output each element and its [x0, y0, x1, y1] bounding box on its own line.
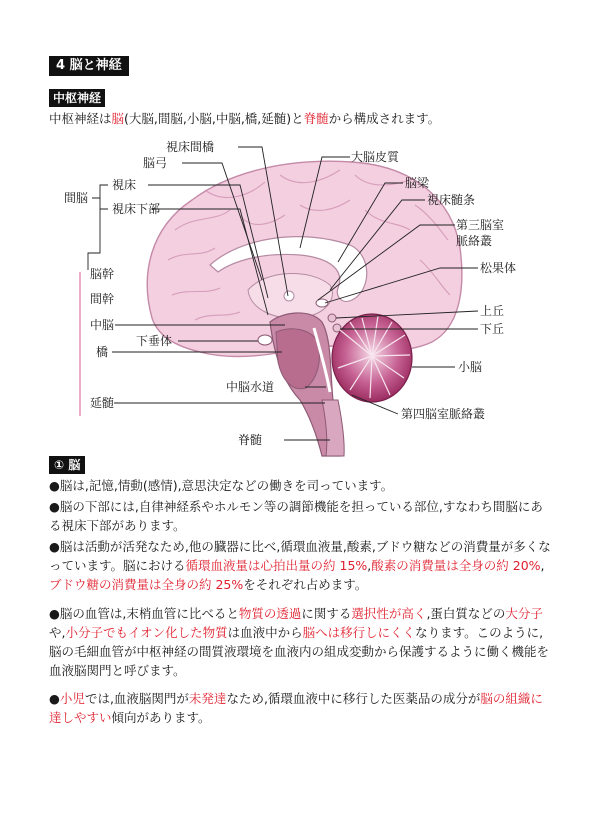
- bullet-3-blood-flow: 循環血液量は心拍出量の約 15%: [185, 558, 368, 573]
- bullet-2: [49, 497, 553, 535]
- bullet-4-hard-to-transfer: 脳へは移行しにくく: [302, 625, 416, 640]
- bullet-4-mid-5: なります。このように,脳の毛細血管が中枢神経の間質液環境を血液内の組成変動から保護するように働く機能を血液脳関門と呼びます。: [49, 625, 550, 678]
- intro-pre: 中枢神経は: [49, 111, 112, 126]
- intro-spinal-cord: 脊髄: [303, 111, 329, 126]
- intro-brain: 脳: [111, 111, 125, 126]
- label-medulla: 延髄: [90, 396, 115, 410]
- section-title: 4 脳と神経: [49, 56, 129, 76]
- bullet-4-permeation: 物質の透過: [238, 606, 302, 621]
- bullet-5-post: 傾向があります。: [111, 710, 211, 725]
- bullet-3-post: をそれぞれ占めます。: [243, 577, 368, 592]
- label-inferior-colliculus: 下丘: [480, 322, 505, 336]
- bullet-3: [49, 537, 553, 594]
- label-third-ventricle-2: 脈絡叢: [456, 234, 493, 248]
- bullet-4-ionized: 小分子でもイオン化した物質: [65, 625, 228, 640]
- label-superior-colliculus: 上丘: [480, 304, 505, 318]
- label-cerebral-cortex: 大脳皮質: [351, 150, 400, 164]
- bullet-4-pre: ●脳の血管は,末梢血管に比べると: [49, 606, 239, 621]
- label-cerebral-aqueduct: 中脳水道: [226, 380, 275, 394]
- bullet-4-macromolecule: 大分子: [505, 606, 543, 621]
- bullet-4-mid-4: は血液中から: [227, 625, 303, 640]
- label-hypothalamus: 視床下部: [112, 202, 161, 216]
- label-interbrain: 間幹: [90, 292, 115, 306]
- label-midbrain: 中脳: [90, 318, 115, 332]
- label-fornix: 脳弓: [143, 156, 168, 170]
- bullet-4-mid-2: ,蛋白質などの: [426, 606, 506, 621]
- bullet-5-mid-1: では,血液脳関門が: [84, 691, 189, 706]
- label-diencephalon: 間脳: [64, 191, 89, 205]
- bullet-4-mid-3: や,: [49, 625, 66, 640]
- pons-shape: [276, 329, 320, 389]
- interthalamic-adhesion: [284, 291, 294, 301]
- superior-colliculus-shape: [328, 314, 336, 322]
- bullet-3-glucose: ブドウ糖の消費量は全身の約 25%: [49, 577, 244, 592]
- bullet-1: [49, 476, 553, 495]
- pituitary-shape: [258, 335, 272, 345]
- bullet-5-pre: ●: [49, 691, 60, 706]
- label-cerebellum: 小脳: [458, 360, 483, 374]
- bullet-4-selectivity: 選択性が高く: [351, 606, 427, 621]
- bullet-5-children: 小児: [59, 691, 85, 706]
- intro-post: から構成されます。: [328, 111, 441, 126]
- label-pons: 橋: [96, 345, 109, 359]
- bullet-3-comma-2: ,: [540, 558, 545, 573]
- label-stria-medullaris: 視床髄条: [427, 193, 476, 207]
- label-interthalamic-adhesion: 視床間橋: [166, 140, 215, 154]
- bullet-4-mid-1: に関する: [301, 606, 352, 621]
- intro-mid: (大脳,間脳,小脳,中脳,橋,延髄)と: [124, 111, 304, 126]
- bullet-4: [49, 604, 553, 680]
- label-fourth-ventricle: 第四脳室脈絡叢: [401, 407, 486, 421]
- bullet-5: [49, 689, 553, 727]
- bullet-5-mid-2: なため,循環血液中に移行した医薬品の成分が: [226, 691, 481, 706]
- bullet-5-reach-tissue: 脳の組織に達しやすい: [49, 691, 543, 725]
- bullet-2-text: ●脳の下部には,自律神経系やホルモン等の調節機能を担っている部位,すなわち間脳にある視床下部があります。: [49, 499, 543, 533]
- label-brainstem: 脳幹: [90, 267, 115, 281]
- point-heading: ① 脳: [49, 456, 85, 474]
- label-corpus-callosum: 脳梁: [405, 176, 430, 190]
- label-spinal-cord: 脊髄: [238, 433, 263, 447]
- label-pineal-body: 松果体: [480, 261, 517, 275]
- label-third-ventricle-1: 第三脳室: [456, 218, 505, 232]
- bullet-1-text: ●脳は,記憶,情動(感情),意思決定などの働きを司っています。: [49, 478, 394, 493]
- label-pituitary: 下垂体: [136, 334, 173, 348]
- bullet-3-comma-1: ,: [367, 558, 372, 573]
- bullet-3-oxygen: 酸素の消費量は全身の約 20%: [371, 558, 541, 573]
- subsection-title: 中枢神経: [49, 89, 105, 107]
- label-thalamus: 視床: [112, 178, 137, 192]
- bullet-5-undeveloped: 未発達: [188, 691, 227, 706]
- bullet-3-pre: ●脳は活動が活発なため,他の臓器に比べ,循環血液量,酸素,ブドウ糖などの消費量が多くなっています。脳における: [49, 539, 551, 573]
